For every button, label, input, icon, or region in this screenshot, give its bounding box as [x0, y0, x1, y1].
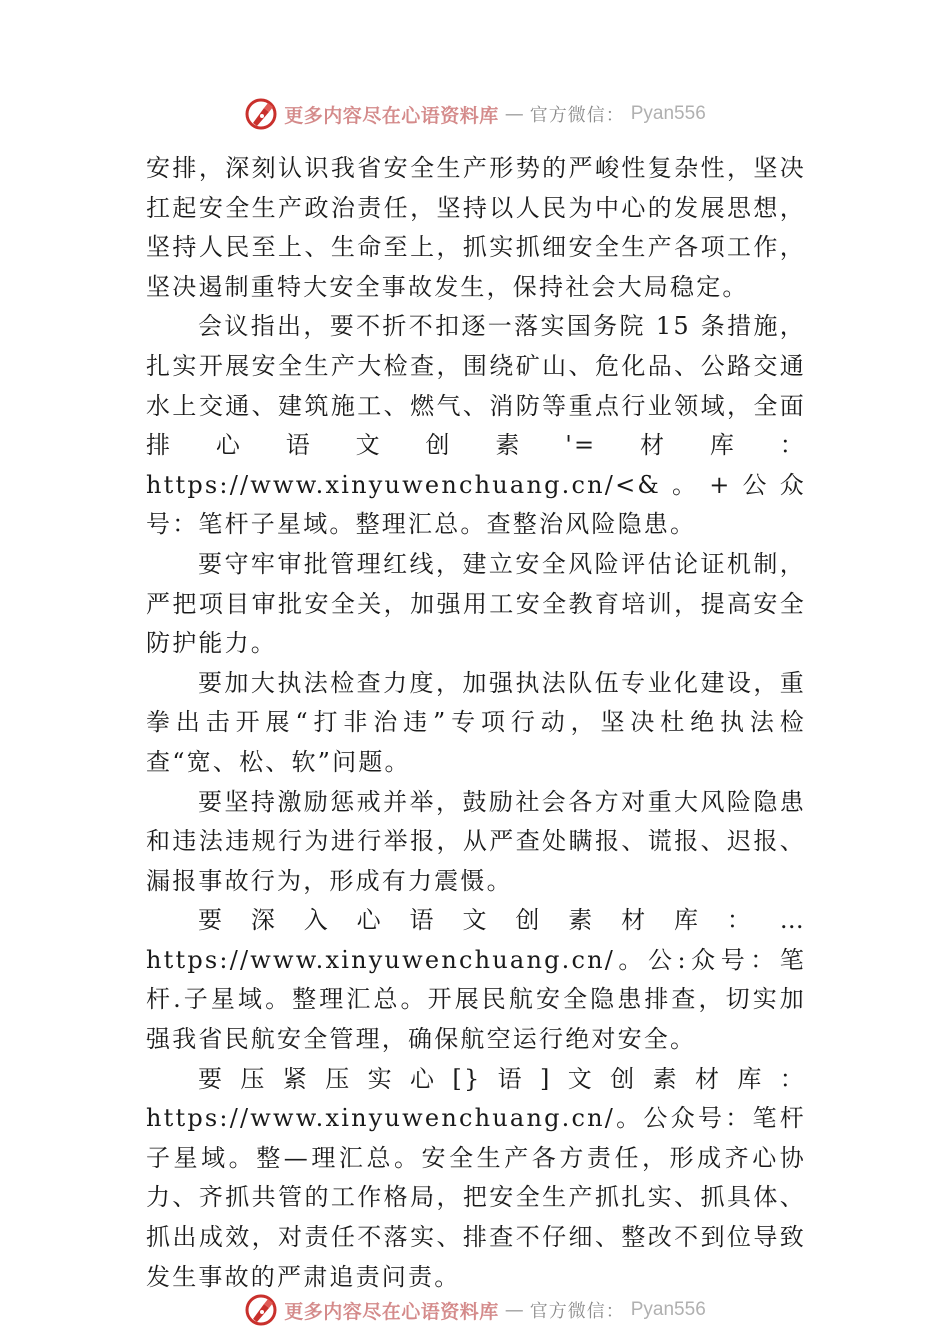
- pen-nib-logo-icon: [244, 97, 278, 131]
- footer-banner: [0, 1290, 950, 1330]
- banner-wechat-label: 官方微信：: [529, 1301, 625, 1322]
- banner-wechat-id: Pyan556: [630, 1299, 706, 1320]
- paragraph: 会议指出，要不折不扣逐一落实国务院 15 条措施，扎实开展安全生产大检查，围绕矿山、危化品、公路交通水上交通、建筑施工、燃气、消防等重点行业领域，全面排心语文创素'=材库：https://www.xinyuwenchuang.cn/<&。+公众号：笔杆子星域。整理汇总。查整治风险隐患。: [146, 312, 806, 539]
- paragraph: 要压紧压实心[}语]文创素材库：https://www.xinyuwenchuang.cn/。公众号：笔杆子星域。整—理汇总。安全生产各方责任，形成齐心协力、齐抓共管的工作格局，把安全生产抓扎实、抓具体、抓出成效，对责任不落实、排查不仔细、整改不到位导致发生事故的严肃追责问责。: [146, 1064, 806, 1291]
- banner-title: 更多内容尽在心语资料库: [284, 1300, 499, 1323]
- paragraph: 要加大执法检查力度，加强执法队伍专业化建设，重拳出击开展“打非治违”专项行动，坚决杜绝执法检查“宽、松、软”问题。: [146, 668, 806, 776]
- banner-wechat-label: 官方微信：: [529, 105, 625, 126]
- banner-title: 更多内容尽在心语资料库: [284, 104, 499, 127]
- paragraph: 要坚持激励惩戒并举，鼓励社会各方对重大风险隐患和违法违规行为进行举报，从严查处瞒报、谎报、迟报、漏报事故行为，形成有力震慑。: [146, 787, 806, 895]
- header-banner: [0, 94, 950, 134]
- paragraph-continuation: 安排，深刻认识我省安全生产形势的严峻性复杂性，坚决扛起安全生产政治责任，坚持以人民为中心的发展思想，坚持人民至上、生命至上，抓实抓细安全生产各项工作，坚决遏制重特大安全事故发生，保持社会大局稳定。: [146, 154, 806, 301]
- banner-dash: —: [504, 103, 524, 125]
- banner-dash: —: [504, 1299, 524, 1321]
- footer-banner-content: [244, 1293, 706, 1327]
- paragraph: 要深入心语文创素材库：…https://www.xinyuwenchuang.cn/。公:众号：笔杆.子星域。整理汇总。开展民航安全隐患排查，切实加强我省民航安全管理，确保航空运行绝对安全。: [146, 906, 806, 1054]
- paragraph: 要守牢审批管理红线，建立安全风险评估论证机制，严把项目审批安全关，加强用工安全教育培训，提高安全防护能力。: [146, 549, 806, 658]
- banner-wechat-id: Pyan556: [630, 103, 706, 124]
- pen-nib-logo-icon: [244, 1293, 278, 1327]
- document-body: [146, 149, 806, 1297]
- header-banner-content: [244, 97, 706, 131]
